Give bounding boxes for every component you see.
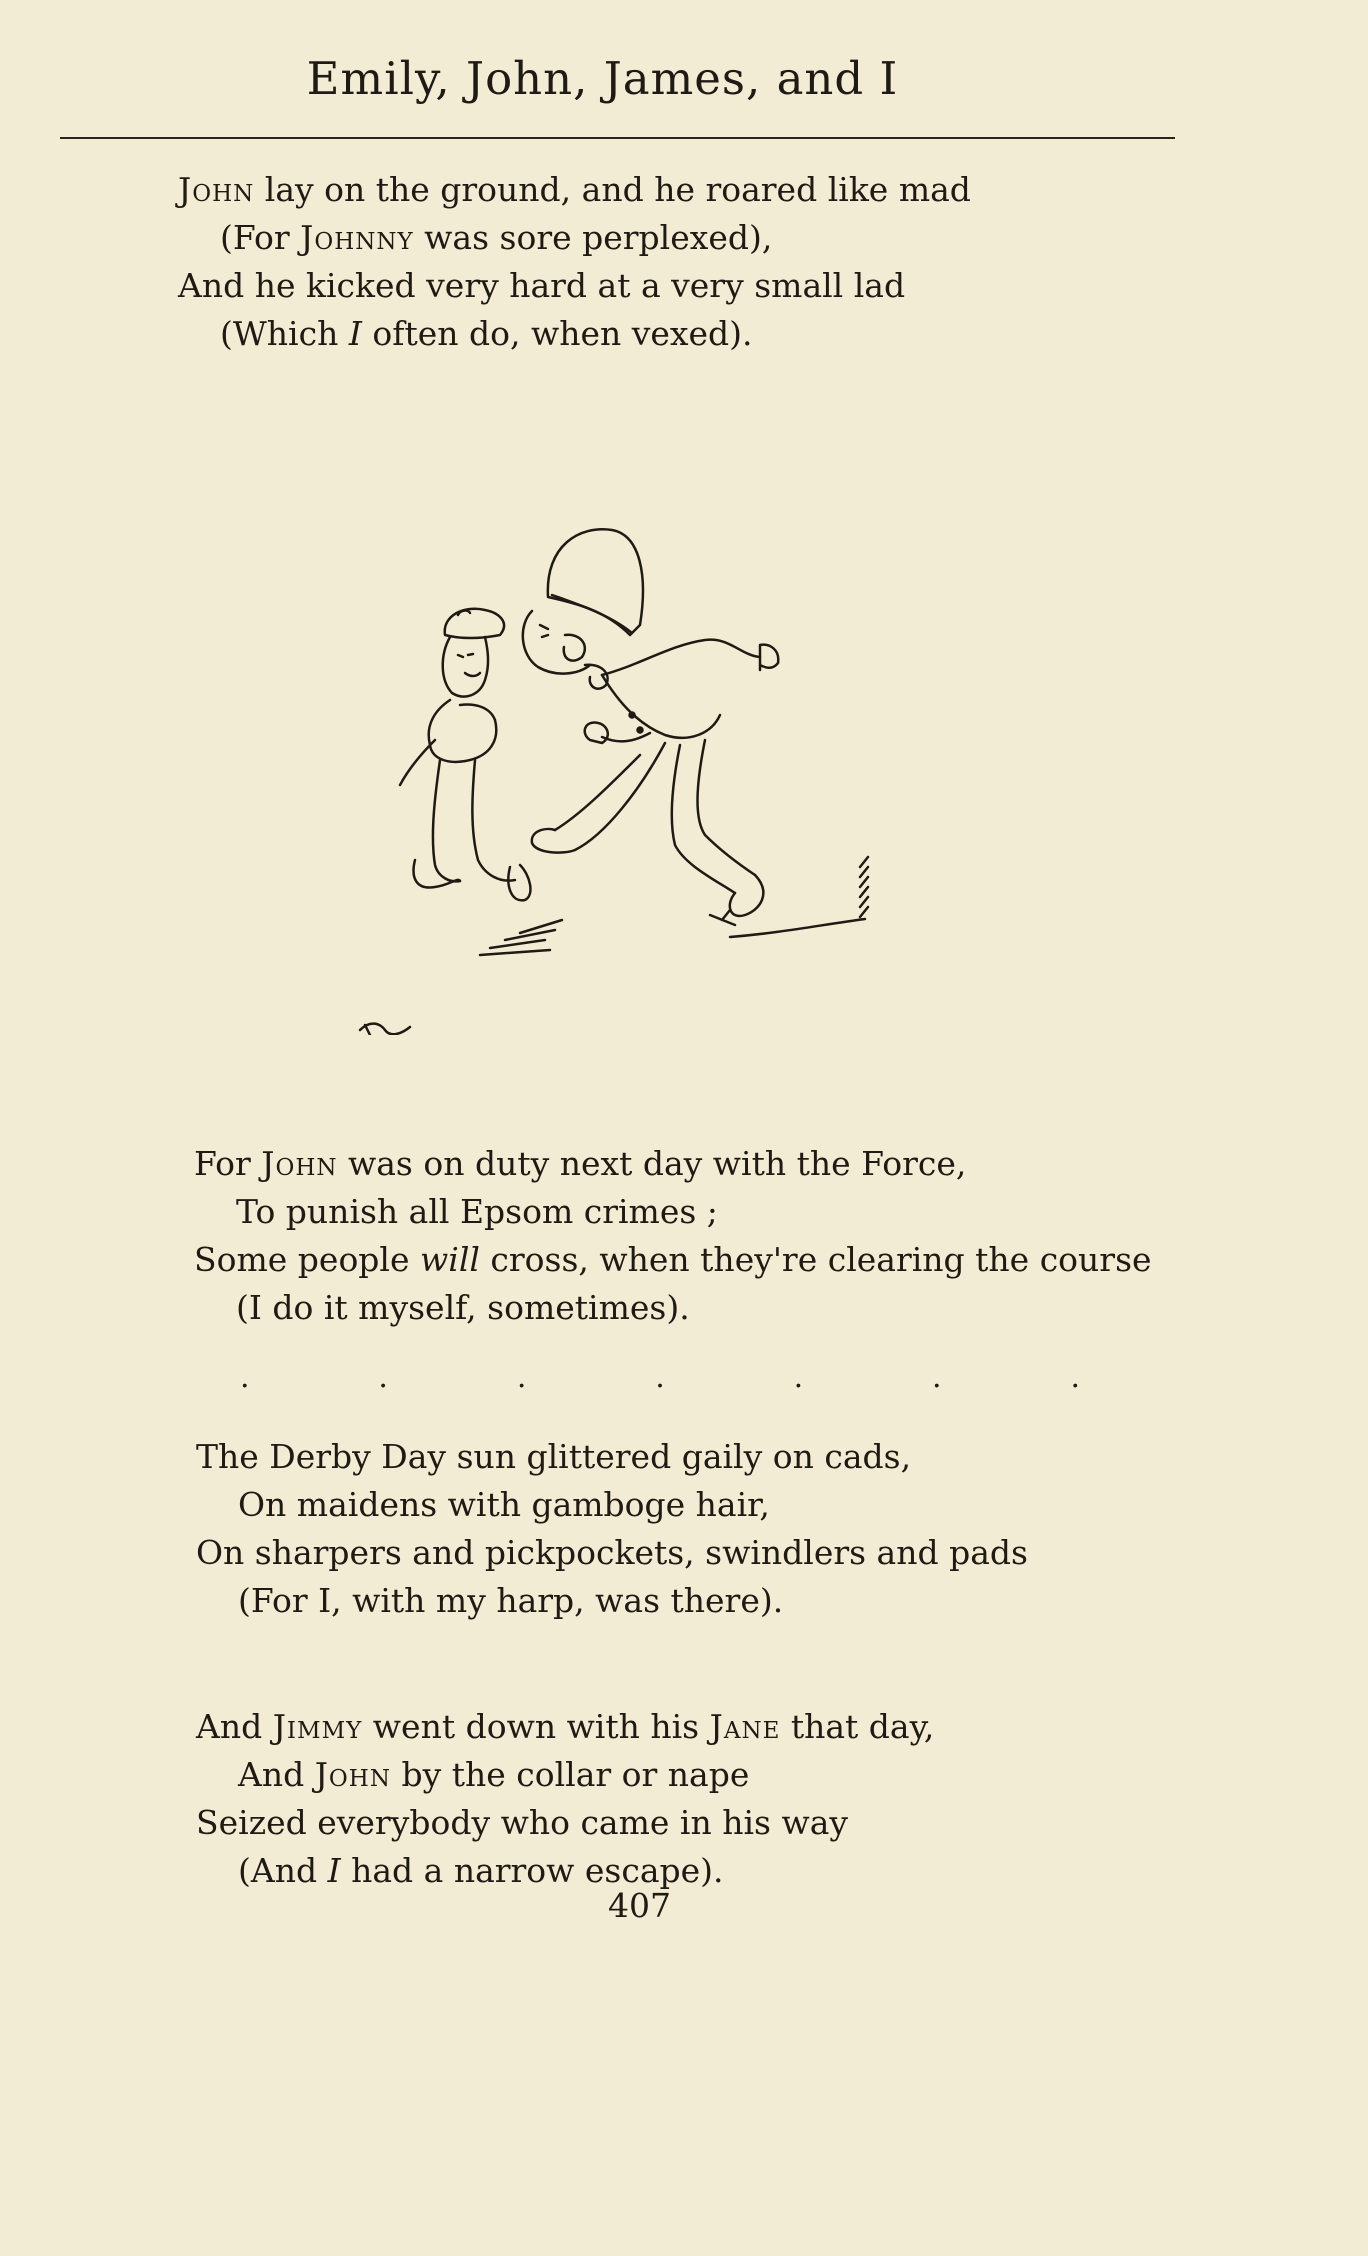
- verse-text: On sharpers and pickpockets, swindlers and pads: [196, 1533, 1028, 1572]
- verse-line: [178, 310, 971, 358]
- verse-line: [196, 1751, 934, 1799]
- verse-text: And he kicked very hard at a very small lad: [178, 266, 906, 305]
- stanza-1: [178, 166, 971, 358]
- verse-line: [194, 1236, 1152, 1284]
- verse-line: [196, 1703, 934, 1751]
- separator-dot: .: [378, 1360, 388, 1395]
- small-caps-name: John: [261, 1144, 338, 1183]
- verse-line: [196, 1799, 934, 1847]
- verse-text: And: [238, 1755, 315, 1794]
- verse-text: Some people: [194, 1240, 421, 1279]
- separator-dot: .: [516, 1360, 527, 1395]
- italic-text: I: [327, 1851, 341, 1890]
- italic-text: will: [420, 1240, 480, 1279]
- verse-text: had a narrow escape).: [340, 1851, 724, 1890]
- verse-text: The Derby Day sun glittered gaily on cads,: [196, 1437, 912, 1476]
- small-caps-name: Jimmy: [272, 1707, 363, 1746]
- verse-text: went down with his: [362, 1707, 710, 1746]
- separator-dot: .: [1070, 1360, 1080, 1395]
- page-number: 407: [608, 1886, 671, 1925]
- stanza-3: [196, 1433, 1028, 1625]
- verse-text: (For: [220, 218, 301, 257]
- verse-text: On maidens with gamboge hair,: [238, 1485, 770, 1524]
- verse-line: [194, 1188, 1152, 1236]
- verse-line: [178, 214, 971, 262]
- verse-line: [196, 1529, 1028, 1577]
- verse-line: [178, 166, 971, 214]
- verse-line: [196, 1847, 934, 1895]
- header-rule: [60, 137, 1175, 139]
- verse-text: often do, when vexed).: [361, 314, 753, 353]
- small-caps-name: Jane: [709, 1707, 781, 1746]
- verse-text: Seized everybody who came in his way: [196, 1803, 849, 1842]
- separator-dot: .: [655, 1360, 665, 1395]
- policeman-kicking-boy-drawing-icon: [340, 515, 900, 1039]
- verse-text: lay on the ground, and he roared like mad: [254, 170, 971, 209]
- verse-line: [194, 1140, 1152, 1188]
- small-caps-name: Johnny: [300, 218, 414, 257]
- italic-text: I: [348, 314, 362, 353]
- verse-text: (And: [238, 1851, 328, 1890]
- verse-line: [196, 1577, 1028, 1625]
- verse-text: was on duty next day with the Force,: [337, 1144, 967, 1183]
- verse-text: that day,: [780, 1707, 935, 1746]
- verse-text: (Which: [220, 314, 349, 353]
- verse-text: (I do it myself, sometimes).: [236, 1288, 690, 1327]
- stanza-4: [196, 1703, 934, 1895]
- verse-text: was sore perplexed),: [413, 218, 773, 257]
- verse-text: (For I, with my harp, was there).: [238, 1581, 784, 1620]
- verse-text: by the collar or nape: [390, 1755, 750, 1794]
- small-caps-name: John: [178, 170, 255, 209]
- verse-line: [196, 1481, 1028, 1529]
- verse-line: [194, 1284, 1152, 1332]
- separator-dot: .: [240, 1360, 250, 1395]
- running-head: Emily, John, James, and I: [306, 52, 899, 105]
- verse-text: For: [194, 1144, 262, 1183]
- verse-text: And: [196, 1707, 273, 1746]
- verse-text: To punish all Epsom crimes ;: [236, 1192, 718, 1231]
- separator-dot: .: [793, 1360, 804, 1395]
- stanza-2: [194, 1140, 1152, 1332]
- small-caps-name: John: [314, 1755, 391, 1794]
- verse-line: [178, 262, 971, 310]
- separator-dots: [240, 1360, 1080, 1395]
- verse-line: [196, 1433, 1028, 1481]
- verse-text: cross, when they're clearing the course: [479, 1240, 1152, 1279]
- separator-dot: .: [932, 1360, 942, 1395]
